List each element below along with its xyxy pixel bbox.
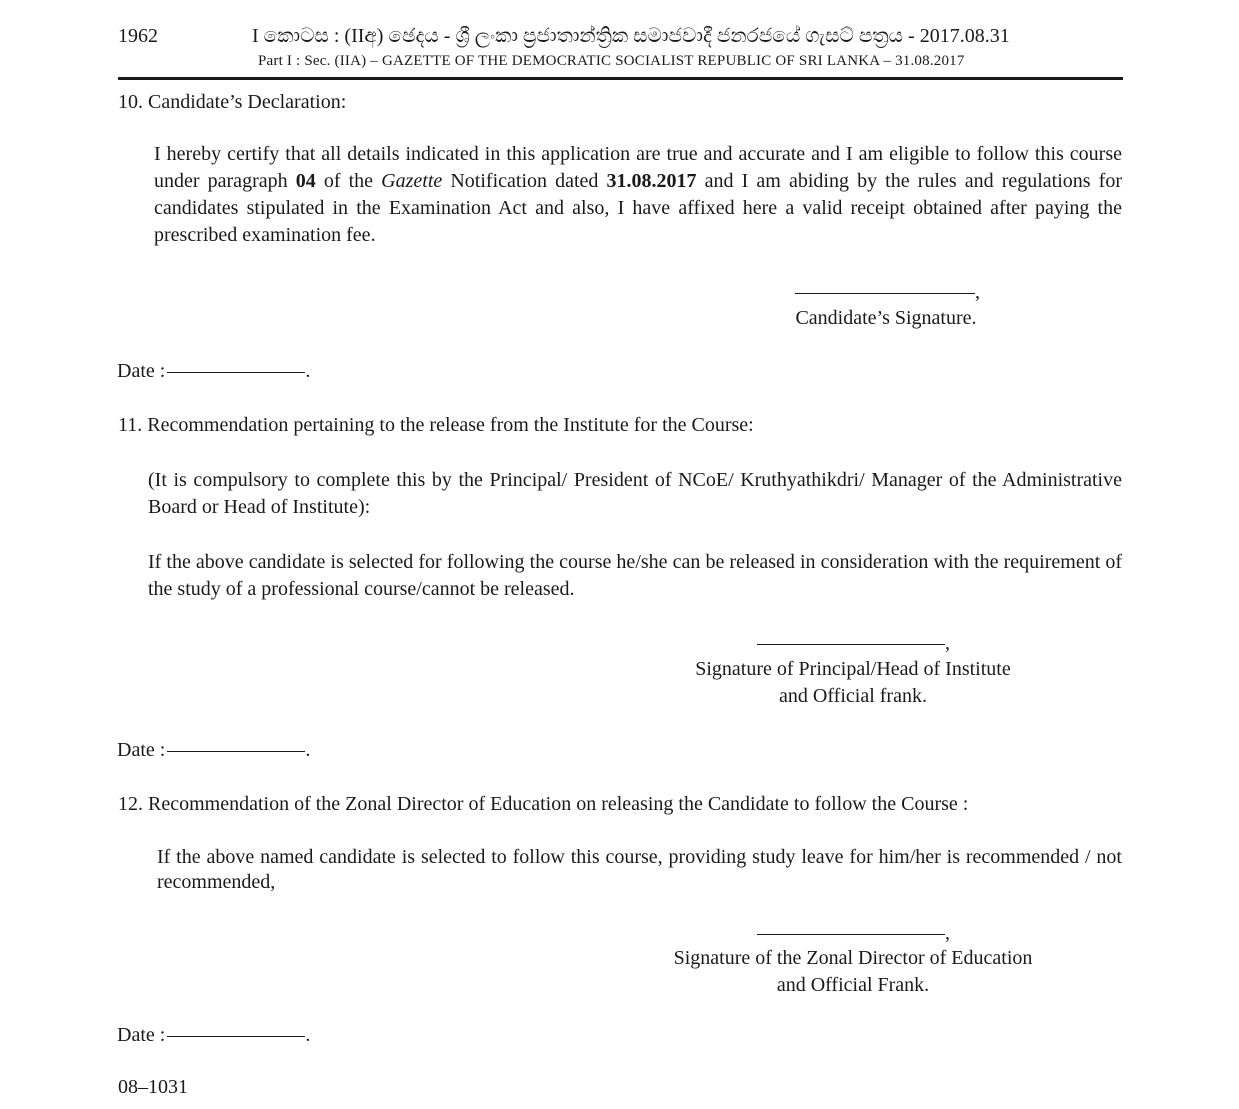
date-field-10[interactable]	[117, 358, 310, 385]
section-11-release-statement: If the above candidate is selected for following the course he/she can be released in consideration with the requirement of the study of a professional course/cannot be released.	[148, 551, 1122, 600]
page-number: 1962	[118, 25, 158, 47]
declaration-text: Notification dated	[442, 170, 607, 192]
signature-line	[795, 293, 975, 294]
gazette-word: Gazette	[381, 170, 443, 192]
date-period: .	[305, 739, 311, 761]
header-rule	[118, 77, 1123, 80]
section-11-heading: 11. Recommendation pertaining to the release from the Institute for the Course:	[118, 414, 754, 436]
notification-date: 31.08.2017	[606, 170, 697, 192]
section-12-recommendation: If the above named candidate is selected to follow this course, providing study leave for him/her is recommended / not recommended,	[157, 846, 1122, 893]
gazette-title-sinhala: I කොටස : (IIඅ) ඡෙදය - ශ්‍රී ලංකා ප්‍රජාතාන්ත්‍රික සමාජවාදී ජනරජයේ ගැසට් පත්‍රය - 2017.08.31	[252, 25, 1010, 47]
date-label: Date :	[117, 360, 166, 382]
principal-signature-label: Signature of Principal/Head of Institute	[695, 658, 1011, 680]
section-11-instruction: (It is compulsory to complete this by the Principal/ President of NCoE/ Kruthyathikdri/ Manager of the Administrative Board or Head of Institute):	[148, 469, 1122, 518]
declaration-paragraph	[154, 141, 1122, 249]
date-period: .	[305, 1024, 311, 1046]
zonal-director-signature-field[interactable]	[757, 920, 950, 947]
declaration-text: of the	[315, 170, 382, 192]
paragraph-number: 04	[295, 170, 316, 192]
zonal-director-signature-label: Signature of the Zonal Director of Education	[673, 947, 1033, 969]
date-line	[167, 1036, 305, 1037]
signature-line	[757, 644, 945, 645]
date-line	[167, 372, 305, 373]
declaration-text: I hereby certify that all details indicated in this application are true and accurate and I am eligible to follow this course under paragraph	[154, 143, 1122, 192]
candidate-signature-field[interactable]	[795, 279, 980, 306]
gazette-title-english: Part I : Sec. (IIA) – GAZETTE OF THE DEMOCRATIC SOCIALIST REPUBLIC OF SRI LANKA – 31.08.2017	[258, 53, 965, 69]
principal-official-frank-label: and Official frank.	[779, 685, 927, 707]
candidate-signature-label: Candidate’s Signature.	[795, 307, 977, 329]
section-12-heading: 12. Recommendation of the Zonal Director of Education on releasing the Candidate to follow the Course :	[118, 793, 969, 815]
date-label: Date :	[117, 739, 166, 761]
date-period: .	[305, 360, 311, 382]
section-10-heading: 10. Candidate’s Declaration:	[118, 91, 347, 113]
date-field-11[interactable]	[117, 737, 310, 764]
date-label: Date :	[117, 1024, 166, 1046]
signature-comma: ,	[945, 632, 950, 654]
declaration-text: and I am abiding by the rules and regulations for candidates stipulated in the Examination Act and also, I have affixed here a valid receipt obtained after paying the prescribed examination fee.	[154, 170, 1123, 246]
signature-comma: ,	[945, 922, 950, 944]
zonal-director-official-frank-label: and Official Frank.	[776, 974, 930, 996]
principal-signature-field[interactable]	[757, 630, 950, 657]
reference-number: 08–1031	[118, 1076, 188, 1098]
date-line	[167, 751, 305, 752]
signature-line	[757, 934, 945, 935]
date-field-12[interactable]	[117, 1022, 310, 1049]
signature-comma: ,	[975, 281, 980, 303]
